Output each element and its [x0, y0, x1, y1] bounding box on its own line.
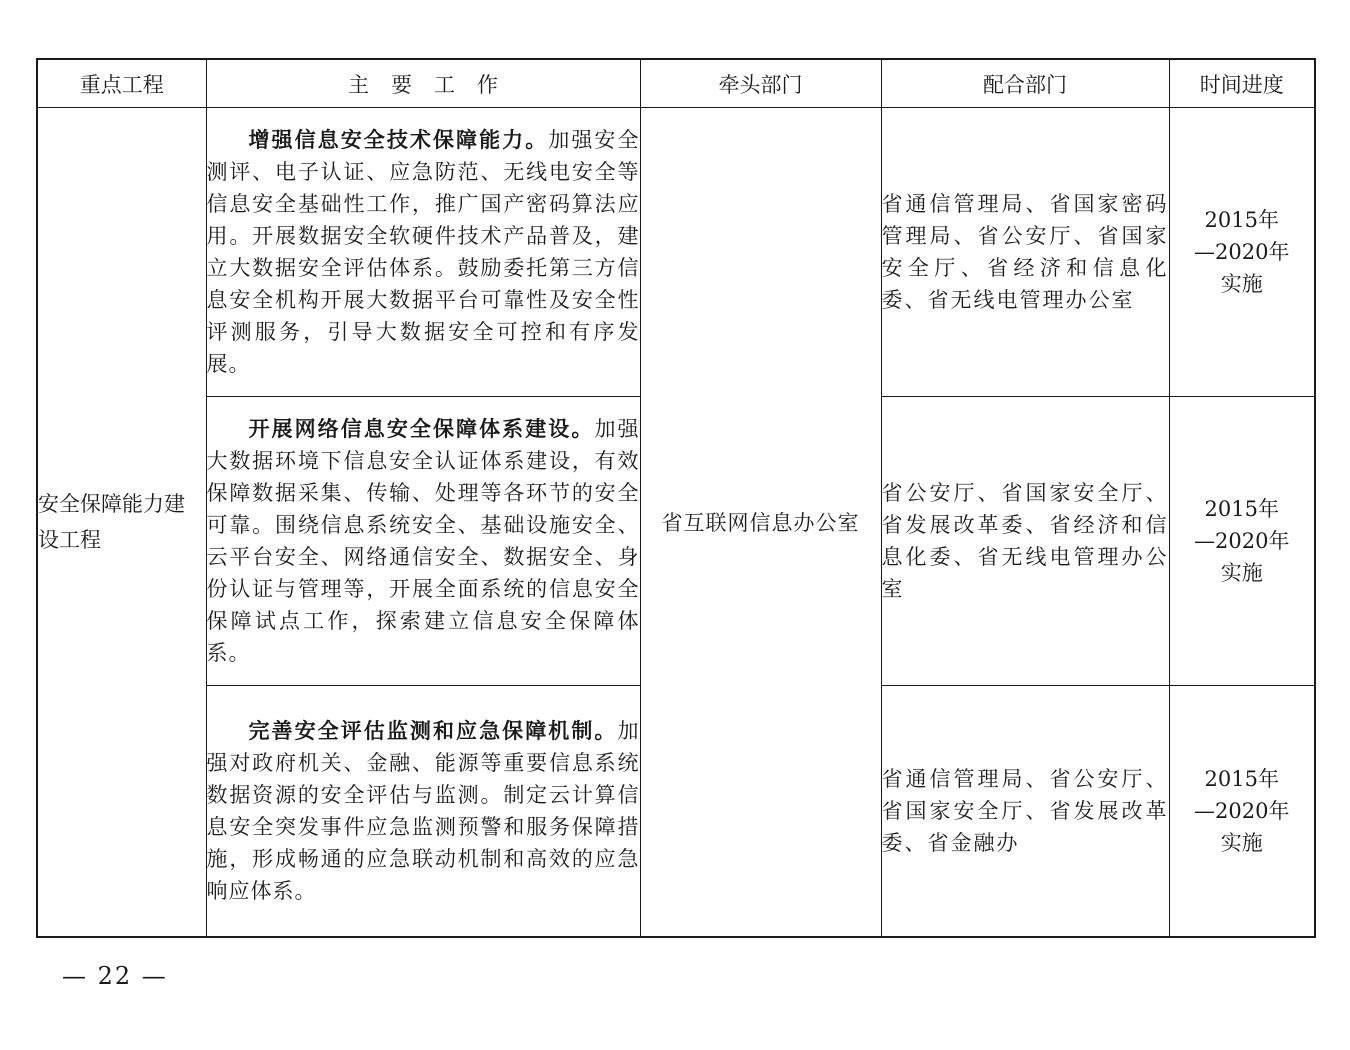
work-title: 增强信息安全技术保障能力。 [248, 128, 549, 152]
header-time: 时间进度 [1169, 59, 1315, 108]
time-note: 实施 [1220, 272, 1263, 296]
table-header-row [37, 59, 1315, 108]
time-end: —2020年 [1194, 529, 1290, 553]
work-text: 加强安全测评、电子认证、应急防范、无线电安全等信息安全基础性工作，推广国产密码算法应用。开展数据安全软硬件技术产品普及，建立大数据安全评估体系。鼓励委托第三方信息安全机构开展大数据平台可靠性及安全性评测服务，引导大数据安全可控和有序发展。 [206, 128, 640, 376]
header-coop: 配合部门 [881, 59, 1169, 108]
coop-dept-cell: 省通信管理局、省公安厅、省国家安全厅、省发展改革委、省金融办 [881, 686, 1169, 938]
work-text: 加强大数据环境下信息安全认证体系建设，有效保障数据采集、传输、处理等各环节的安全可靠。围绕信息系统安全、基础设施安全、云平台安全、网络通信安全、数据安全、身份认证与管理等，开展全面系统的信息安全保障试点工作，探索建立信息安全保障体系。 [206, 417, 640, 665]
time-start: 2015年 [1204, 497, 1279, 521]
table-row [37, 108, 1315, 397]
header-project: 重点工程 [37, 59, 206, 108]
work-title: 完善安全评估监测和应急保障机制。 [248, 719, 618, 743]
time-cell [1169, 397, 1315, 686]
work-cell [206, 397, 640, 686]
work-cell [206, 686, 640, 938]
header-lead: 牵头部门 [640, 59, 881, 108]
lead-dept-cell: 省互联网信息办公室 [640, 108, 881, 938]
work-text: 加强对政府机关、金融、能源等重要信息系统数据资源的安全评估与监测。制定云计算信息安全突发事件应急监测预警和服务保障措施，形成畅通的应急联动机制和高效的应急响应体系。 [206, 719, 640, 903]
project-name-cell: 安全保障能力建设工程 [37, 108, 206, 938]
work-paragraph [207, 124, 640, 380]
coop-dept-cell: 省公安厅、省国家安全厅、省发展改革委、省经济和信息化委、省无线电管理办公室 [881, 397, 1169, 686]
time-cell [1169, 686, 1315, 938]
page-number: — 22 — [62, 962, 168, 990]
work-paragraph [207, 715, 640, 907]
work-paragraph [207, 413, 640, 669]
coop-dept-cell: 省通信管理局、省国家密码管理局、省公安厅、省国家安全厅、省经济和信息化委、省无线电管理办公室 [881, 108, 1169, 397]
header-work: 主要工作 [206, 59, 640, 108]
time-end: —2020年 [1194, 799, 1290, 823]
time-end: —2020年 [1194, 240, 1290, 264]
work-cell [206, 108, 640, 397]
time-start: 2015年 [1204, 767, 1279, 791]
time-note: 实施 [1220, 561, 1263, 585]
time-note: 实施 [1220, 831, 1263, 855]
time-start: 2015年 [1204, 208, 1279, 232]
work-plan-table [36, 58, 1316, 938]
work-title: 开展网络信息安全保障体系建设。 [248, 417, 595, 441]
time-cell [1169, 108, 1315, 397]
